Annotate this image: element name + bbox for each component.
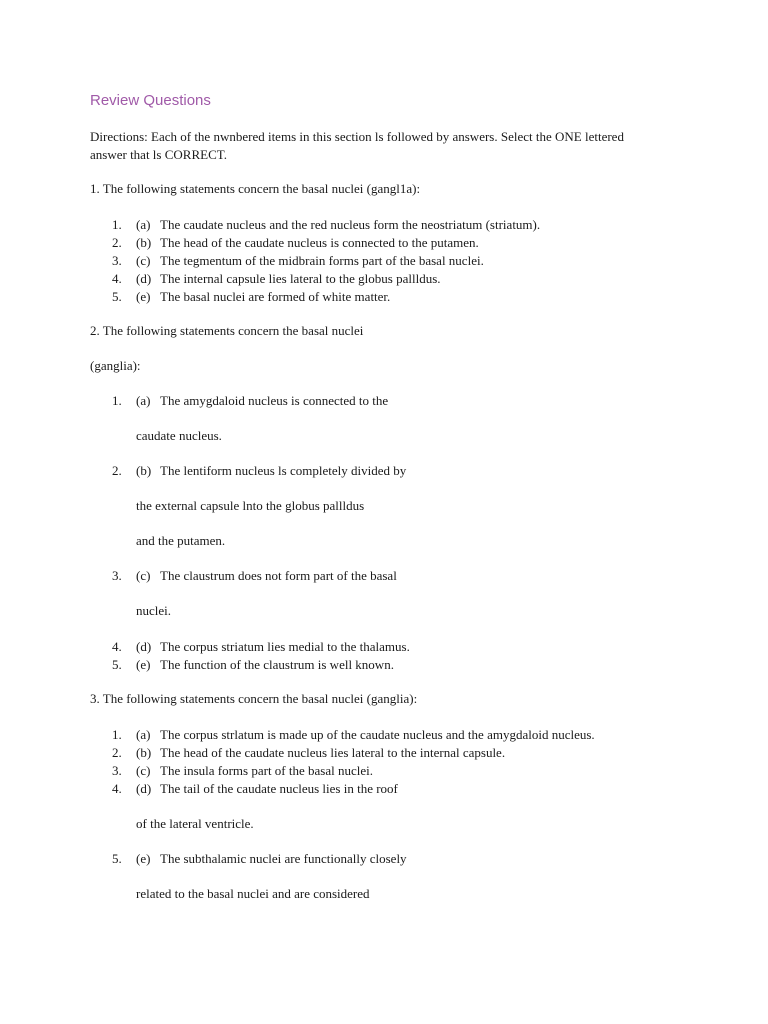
q3-option-d-cont: of the lateral ventricle. (136, 816, 254, 831)
q2-option-b-cont-1: the external capsule lnto the globus pallldus (136, 498, 365, 513)
list-number: 4. (112, 639, 122, 654)
option-letter: (a) (136, 217, 151, 232)
question-1-stem: 1. The following statements concern the basal nuclei (gangl1a): (90, 181, 421, 196)
q1-option-c (112, 252, 484, 270)
option-text: The subthalamic nuclei are functionally closely (160, 851, 407, 866)
list-number: 3. (112, 763, 122, 778)
q2-option-a-cont: caudate nucleus. (136, 428, 222, 443)
option-text: The tegmentum of the midbrain forms part of the basal nuclei. (160, 253, 484, 268)
option-text: The basal nuclei are formed of white matter. (160, 289, 391, 304)
q2-option-e (112, 656, 394, 674)
option-text: The corpus striatum lies medial to the thalamus. (160, 639, 410, 654)
option-text: The caudate nucleus and the red nucleus form the neostriatum (striatum). (160, 217, 541, 232)
q2-option-c-cont: nuclei. (136, 603, 172, 618)
option-letter: (c) (136, 253, 151, 268)
option-letter: (b) (136, 745, 152, 760)
option-text: The claustrum does not form part of the basal (160, 568, 397, 583)
q1-option-d (112, 270, 441, 288)
list-number: 1. (112, 727, 122, 742)
list-number: 4. (112, 271, 122, 286)
list-number: 5. (112, 851, 122, 866)
list-number: 2. (112, 235, 122, 250)
option-text: The internal capsule lies lateral to the globus pallldus. (160, 271, 441, 286)
option-letter: (c) (136, 763, 151, 778)
option-text: The function of the claustrum is well known. (160, 657, 394, 672)
option-letter: (b) (136, 235, 152, 250)
q3-option-b (112, 744, 505, 762)
q3-option-c (112, 762, 373, 780)
option-text: The insula forms part of the basal nuclei. (160, 763, 373, 778)
directions-line-2: answer that ls CORRECT. (90, 147, 227, 162)
option-text: The tail of the caudate nucleus lies in the roof (160, 781, 398, 796)
option-letter: (e) (136, 657, 151, 672)
option-letter: (e) (136, 851, 151, 866)
option-letter: (a) (136, 393, 151, 408)
list-number: 2. (112, 745, 122, 760)
option-text: The corpus strlatum is made up of the caudate nucleus and the amygdaloid nucleus. (160, 727, 595, 742)
directions-line-1: Directions: Each of the nwnbered items in this section ls followed by answers. Select the ONE lettered (90, 129, 624, 144)
option-letter: (c) (136, 568, 151, 583)
list-number: 3. (112, 253, 122, 268)
option-letter: (d) (136, 271, 152, 286)
q1-option-e (112, 288, 390, 306)
option-letter: (e) (136, 289, 151, 304)
option-text: The amygdaloid nucleus is connected to the (160, 393, 389, 408)
option-text: The head of the caudate nucleus is connected to the putamen. (160, 235, 479, 250)
question-2-stem: 2. The following statements concern the basal nuclei (90, 323, 364, 338)
q2-option-d (112, 638, 410, 656)
option-letter: (b) (136, 463, 152, 478)
list-number: 5. (112, 657, 122, 672)
list-number: 4. (112, 781, 122, 796)
q3-option-e (112, 850, 407, 868)
list-number: 5. (112, 289, 122, 304)
list-number: 3. (112, 568, 122, 583)
q2-option-b (112, 462, 406, 480)
question-2-stem-cont: (ganglia): (90, 358, 141, 373)
option-text: The lentiform nucleus ls completely divided by (160, 463, 407, 478)
q3-option-a (112, 726, 595, 744)
q1-option-a (112, 216, 540, 234)
list-number: 1. (112, 217, 122, 232)
q3-option-d (112, 780, 398, 798)
page-title: Review Questions (90, 92, 211, 109)
list-number: 2. (112, 463, 122, 478)
option-letter: (d) (136, 639, 152, 654)
list-number: 1. (112, 393, 122, 408)
q2-option-a (112, 392, 388, 410)
q2-option-b-cont-2: and the putamen. (136, 533, 226, 548)
option-letter: (d) (136, 781, 152, 796)
option-letter: (a) (136, 727, 151, 742)
q1-option-b (112, 234, 479, 252)
option-text: The head of the caudate nucleus lies lateral to the internal capsule. (160, 745, 506, 760)
question-3-stem: 3. The following statements concern the basal nuclei (ganglia): (90, 691, 418, 706)
q2-option-c (112, 567, 397, 585)
q3-option-e-cont: related to the basal nuclei and are considered (136, 886, 370, 901)
